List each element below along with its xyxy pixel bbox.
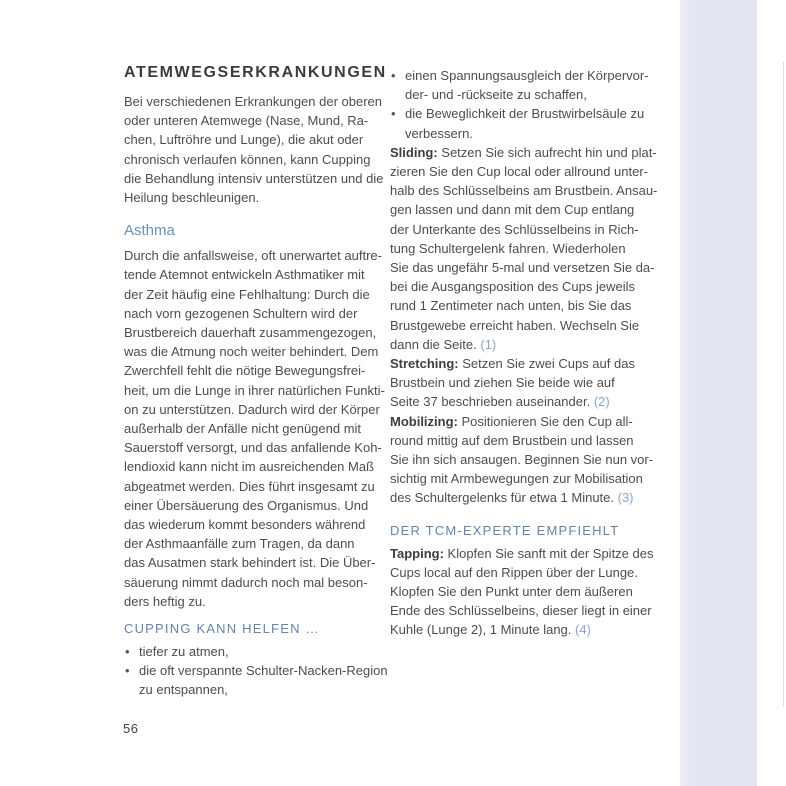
paragraph [390,143,662,354]
right-margin-band [680,0,757,786]
text-line: Durch die anfallsweise, oft unerwartet auftre- [124,248,382,264]
text-line: der Zeit häufig eine Fehlhaltung: Durch die [124,286,370,302]
bullet-icon: • [391,106,396,122]
text-line: abgeatmet werden. Dies führt insgesamt zu [124,478,375,494]
bold-lead-in: Tapping: [390,545,444,561]
text-line: zu entspannen, [139,682,228,698]
bullet-item [390,66,662,104]
text-line: tiefer zu atmen, [139,644,229,660]
text-line: Kuhle (Lunge 2), 1 Minute lang. (4) [390,622,591,638]
bold-lead-in: Stretching: [390,356,459,372]
figure-reference: (1) [480,336,497,352]
text-line: lendioxid kann nicht im ausreichenden Maß [124,459,375,475]
text-line: sichtig mit Armbewegungen zur Mobilisation [390,471,643,487]
text-line: die Beweglichkeit der Brustwirbelsäule zu [405,106,645,122]
text-line: nach vorn gezogenen Schultern wird der [124,305,358,321]
caps-section-heading: CUPPING KANN HELFEN … [124,621,320,637]
paragraph [124,246,396,611]
bullet-icon: • [125,663,130,679]
bullet-icon: • [125,644,130,660]
text-line: einen Spannungsausgleich der Körpervor- [405,68,649,83]
text-line: chen, Luftröhre und Lunge), die akut oder [124,132,364,148]
paragraph [390,354,662,412]
text-line: Klopfen Sie den Punkt unter dem äußeren [390,584,633,600]
text-line: säuerung nimmt dadurch noch mal beson- [124,574,368,590]
text-line: Bei verschiedenen Erkrankungen der oberen [124,94,383,109]
paragraph [390,412,662,508]
left-column [124,63,396,700]
paragraph [390,544,662,640]
text-line: Sauerstoff versorgt, und das anfallende Koh- [124,440,382,456]
text-line: oder unteren Atemwege (Nase, Mund, Ra- [124,113,369,129]
text-line: heit, um die Lunge in ihrer natürlichen Funkti- [124,382,385,398]
text-line: der- und -rückseite zu schaffen, [405,87,587,103]
text-line: die oft verspannte Schulter-Nacken-Region [139,663,388,679]
text-line: Sie ihn sich ansaugen. Beginnen Sie nun vor- [390,452,654,468]
text-line: dann die Seite. (1) [390,336,497,352]
text-line: Brustbereich dauerhaft zusammengezogen, [124,325,377,341]
text-line: gen lassen und dann mit dem Cup entlang [390,202,635,218]
text-line: ders heftig zu. [124,593,206,609]
text-line: zieren Sie den Cup local oder allround unter- [390,164,648,180]
figure-reference: (4) [575,622,591,638]
text-line: das Ausatmen stark behindert ist. Die Über- [124,555,376,571]
text-line: halb des Schlüsselbeins am Brustbein. Ansau- [390,183,658,199]
bold-lead-in: Sliding: [390,144,438,160]
text-line: tung Schultergelenk fahren. Wiederholen [390,240,626,256]
text-line: chronisch verlaufen können, kann Cupping [124,151,371,167]
text-line: Sie das ungefähr 5-mal und versetzen Sie da- [390,260,655,276]
caps-section-heading: DER TCM-EXPERTE EMPFIEHLT [390,522,620,538]
text-line: Heilung beschleunigen. [124,190,260,206]
text-line: Brustbein und ziehen Sie beide wie auf [390,375,615,391]
bullet-item [124,661,396,699]
text-line: der Asthmaanfälle zum Tragen, da dann [124,536,355,552]
left-column-content [124,92,396,700]
text-line: Seite 37 beschrieben auseinander. (2) [390,394,610,410]
text-line: Zwerchfell fehlt die nötige Bewegungsfrei- [124,363,366,379]
text-line: Mobilizing: Positionieren Sie den Cup all- [390,413,633,429]
bullet-list [124,642,396,700]
text-line: tende Atemnot entwickeln Asthmatiker mit [124,267,365,283]
right-column [390,66,662,640]
page-number: 56 [123,721,139,736]
page-title: ATEMWEGSERKRANKUNGEN [124,64,387,81]
bullet-list [390,66,662,143]
text-line: bei die Ausgangsposition des Cups jeweils [390,279,635,295]
section-heading: Asthma [124,222,175,240]
text-line: Cups local auf den Rippen über der Lunge. [390,564,638,580]
text-line: Ende des Schlüsselbeins, dieser liegt in einer [390,603,652,619]
text-line: round mittig auf dem Brustbein und lassen [390,432,634,448]
text-line: einer Übersäuerung des Organismus. Und [124,497,369,513]
text-line: die Behandlung intensiv unterstützen und die [124,170,384,186]
figure-reference: (3) [617,490,634,506]
paragraph [124,92,396,207]
text-line: Stretching: Setzen Sie zwei Cups auf das [390,356,635,372]
text-line: außerhalb der Anfälle nicht genügend mit [124,421,362,437]
right-column-content [390,66,662,640]
bullet-item [390,104,662,142]
figure-reference: (2) [593,394,610,410]
text-line: verbessern. [405,125,473,141]
text-line: Sliding: Setzen Sie sich aufrecht hin und plat- [390,144,657,160]
bullet-icon: • [391,68,396,83]
text-line: rund 1 Zentimeter nach unten, bis Sie das [390,298,632,314]
text-line: des Schultergelenks für etwa 1 Minute. (3) [390,490,634,506]
text-line: was die Atmung noch weiter behindert. Dem [124,344,379,360]
text-line: on zu unterstützen. Dadurch wird der Körper [124,401,380,417]
page-edge-line [783,62,784,707]
text-line: der Unterkante des Schlüsselbeins in Rich- [390,221,639,237]
text-line: Brustgewebe erreicht haben. Wechseln Sie [390,317,640,333]
text-line: Tapping: Klopfen Sie sanft mit der Spitze des [390,545,654,561]
bullet-item [124,642,396,661]
text-line: das wiederum kommt besonders während [124,517,366,533]
bold-lead-in: Mobilizing: [390,413,458,429]
